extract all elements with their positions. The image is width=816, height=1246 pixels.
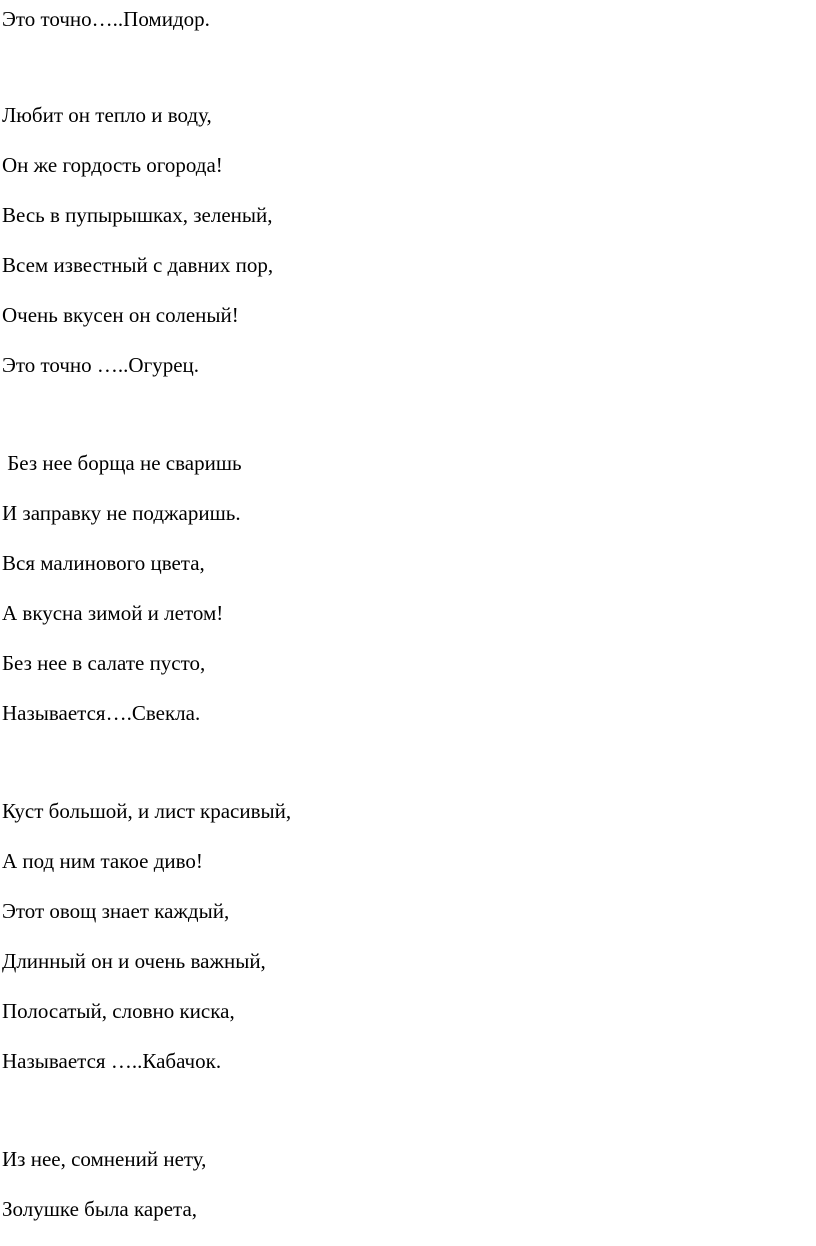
poem-line: Золушке была карета, <box>2 1197 198 1221</box>
poem-line: Куст большой, и лист красивый, <box>2 799 292 823</box>
poem-line: И заправку не поджаришь. <box>2 501 241 525</box>
poem-line: Без нее борща не сваришь <box>2 451 242 475</box>
poem-line: Это точно …..Огурец. <box>2 353 200 377</box>
poem-line: Очень вкусен он соленый! <box>2 303 239 327</box>
poem-line: А под ним такое диво! <box>2 849 203 873</box>
poem-line: А вкусна зимой и летом! <box>2 601 224 625</box>
poem-line: Называется….Свекла. <box>2 701 201 725</box>
poem-line: Этот овощ знает каждый, <box>2 899 230 923</box>
poem-line: Любит он тепло и воду, <box>2 103 212 127</box>
poem-line: Без нее в салате пусто, <box>2 651 206 675</box>
poem-line: Полосатый, словно киска, <box>2 999 235 1023</box>
poem-line: Это точно…..Помидор. <box>2 7 210 31</box>
poem-line: Всем известный с давних пор, <box>2 253 274 277</box>
poem-line: Он же гордость огорода! <box>2 153 223 177</box>
poem-line: Вся малинового цвета, <box>2 551 205 575</box>
poem-line: Весь в пупырышках, зеленый, <box>2 203 273 227</box>
poem-line: Из нее, сомнений нету, <box>2 1147 207 1171</box>
poem-line: Длинный он и очень важный, <box>2 949 266 973</box>
poem-line: Называется …..Кабачок. <box>2 1049 222 1073</box>
